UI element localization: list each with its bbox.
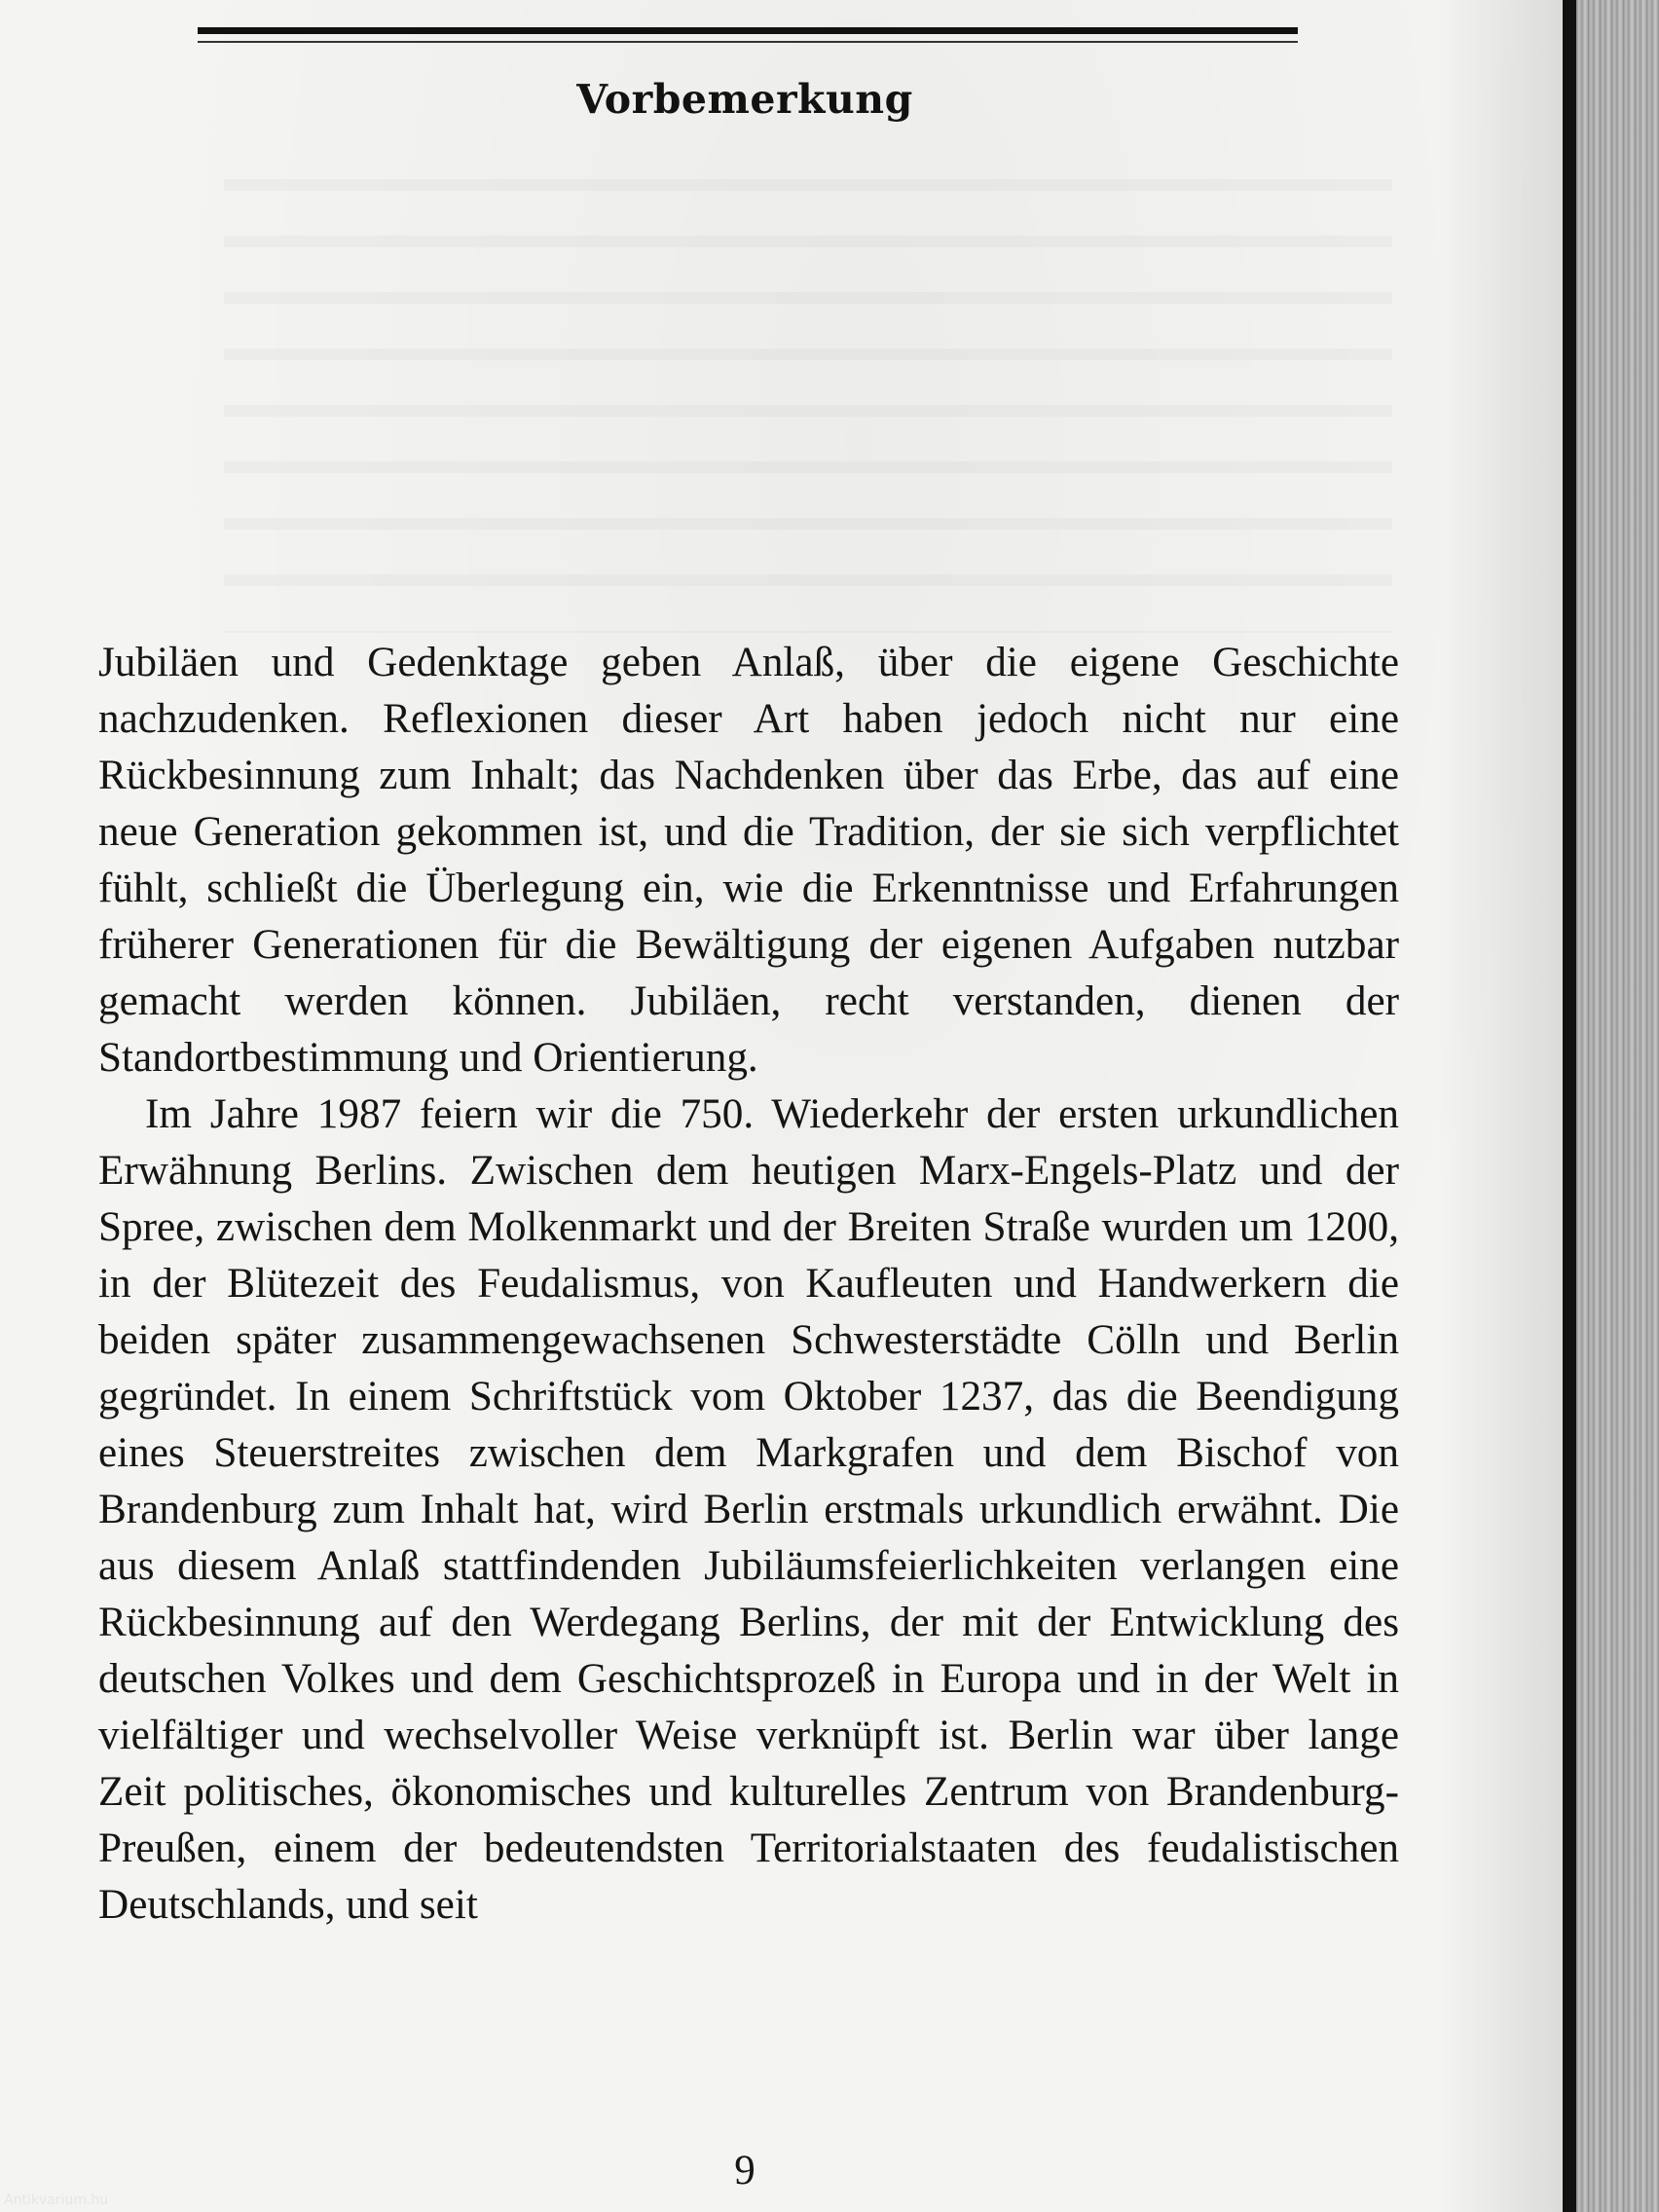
watermark: Antikvarium.hu xyxy=(4,2193,109,2208)
top-rule-thick xyxy=(198,27,1298,34)
page-stack-edge xyxy=(1563,0,1659,2212)
top-rule-thin xyxy=(198,41,1298,43)
paragraph-1: Jubiläen und Gedenktage geben Anlaß, über die eigene Geschichte nachzudenken. Reflexionen dieser Art haben jedoch nicht nur eine Rückbesinnung zum Inhalt; das Nachdenken über das Erbe, das auf eine neue Generation gekommen ist, und die Tradition, der sie sich verpflichtet fühlt, schließt die Überlegung ein, wie die Erkenntnisse und Erfahrungen früherer Generationen für die Bewältigung der eigenen Aufgaben nutzbar gemacht werden können. Jubiläen, recht verstanden, dienen der Standortbestimmung und Orientierung. xyxy=(98,640,1399,1081)
page-number: 9 xyxy=(734,2148,756,2194)
body-text xyxy=(98,635,1399,1934)
paragraph-2: Im Jahre 1987 feiern wir die 750. Wiederkehr der ersten urkundlichen Erwähnung Berlins. Zwischen dem heutigen Marx-Engels-Platz und der Spree, zwischen dem Molkenmarkt und der Breiten Straße wurden um 1200, in der Blütezeit des Feudalismus, von Kaufleuten und Handwerkern die beiden später zusammengewachsenen Schwesterstädte Cölln und Berlin gegründet. In einem Schriftstück vom Oktober 1237, das die Beendigung eines Steuerstreites zwischen dem Markgrafen und dem Bischof von Brandenburg zum Inhalt hat, wird Berlin erstmals urkundlich erwähnt. Die aus diesem Anlaß stattfindenden Jubiläumsfeierlichkeiten verlangen eine Rückbesinnung auf den Werdegang Berlins, der mit der Entwicklung des deutschen Volkes und dem Geschichtsprozeß in Europa und in der Welt in vielfältiger und wechselvoller Weise verknüpft ist. Berlin war über lange Zeit politisches, ökonomisches und kulturelles Zentrum von Brandenburg-Preußen, einem der bedeutendsten Territorialstaaten des feudalistischen Deutschlands, und seit xyxy=(98,1091,1399,1928)
show-through-texture xyxy=(224,146,1392,633)
chapter-heading: Vorbemerkung xyxy=(576,76,913,123)
